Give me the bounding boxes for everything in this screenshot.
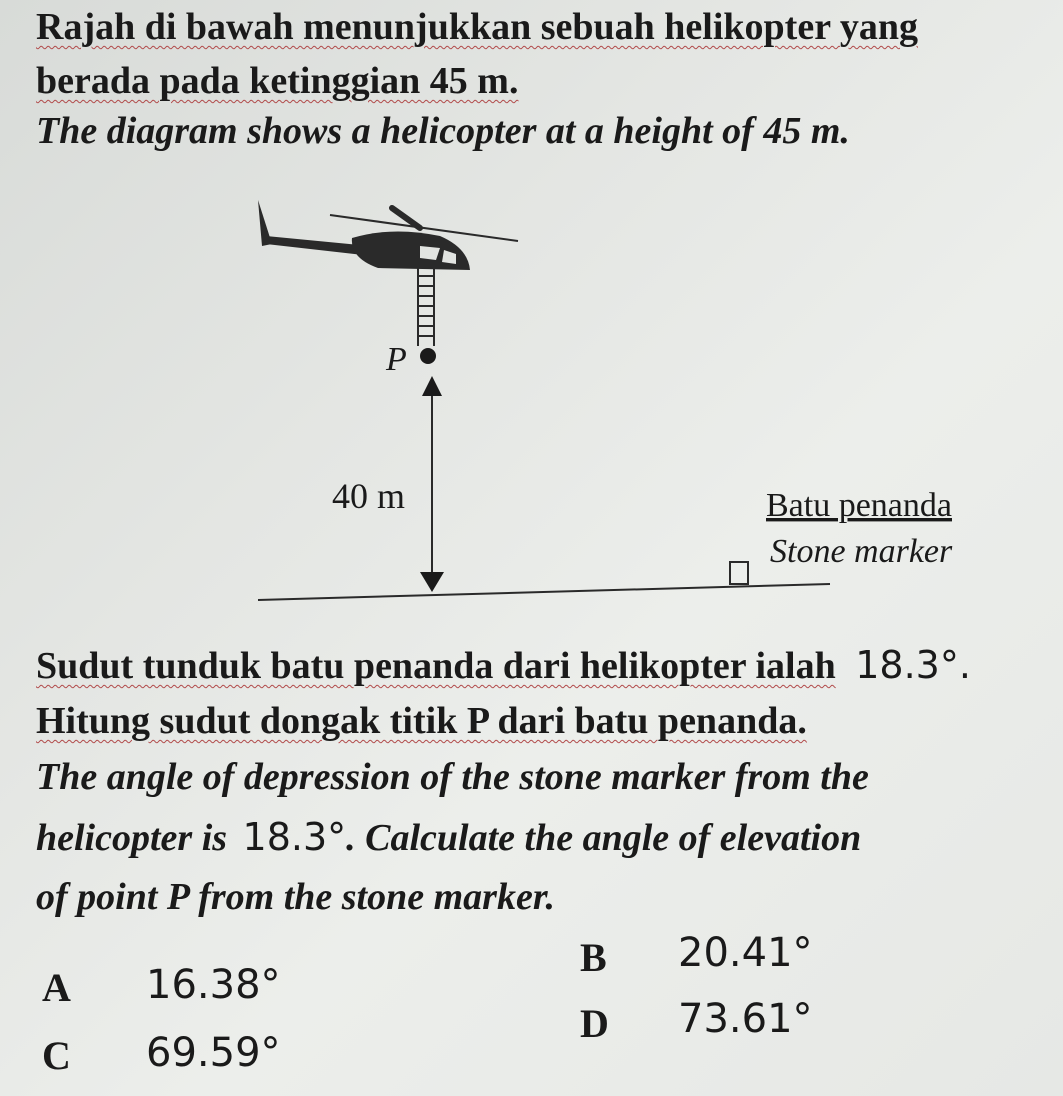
marker-label-english: Stone marker [770,533,953,570]
ground-line [258,584,830,600]
option-d-letter: D [580,1001,609,1046]
marker-label-malay: Batu penanda [766,487,952,524]
intro-malay-line-1: Rajah di bawah menunjukkan sebuah helikopter yang [36,6,919,48]
option-b-value: 20.41° [678,930,813,976]
point-p-dot [420,348,436,364]
intro-english: The diagram shows a helicopter at a height of 45 m. [36,110,850,152]
intro-malay-line-2: berada pada ketinggian 45 m. [36,60,519,102]
point-p-label: P [386,341,407,378]
question-english-line-1: The angle of depression of the stone marker from the [36,756,869,798]
depression-angle-value-en: 18.3° [242,815,347,859]
option-d-value: 73.61° [678,996,813,1042]
option-c-value: 69.59° [146,1030,281,1076]
question-malay-line-2: Hitung sudut dongak titik P dari batu penanda. [36,700,807,742]
helicopter-icon [258,200,518,270]
question-malay-line-1: Sudut tunduk batu penanda dari helikopter ialah 18.3°. [36,643,971,687]
option-a-letter: A [42,965,71,1010]
ladder [418,268,434,346]
height-arrow [420,376,444,592]
distance-label: 40 m [332,476,406,516]
option-a-value: 16.38° [146,962,281,1008]
stone-marker-icon [730,562,748,584]
depression-angle-value: 18.3°. [855,643,971,687]
diagram [0,180,1063,620]
option-c-letter: C [42,1033,71,1078]
question-english-line-3: of point P from the stone marker. [36,876,556,918]
question-english-line-2: helicopter is 18.3°. Calculate the angle of elevation [36,815,862,859]
option-b-letter: B [580,935,607,980]
